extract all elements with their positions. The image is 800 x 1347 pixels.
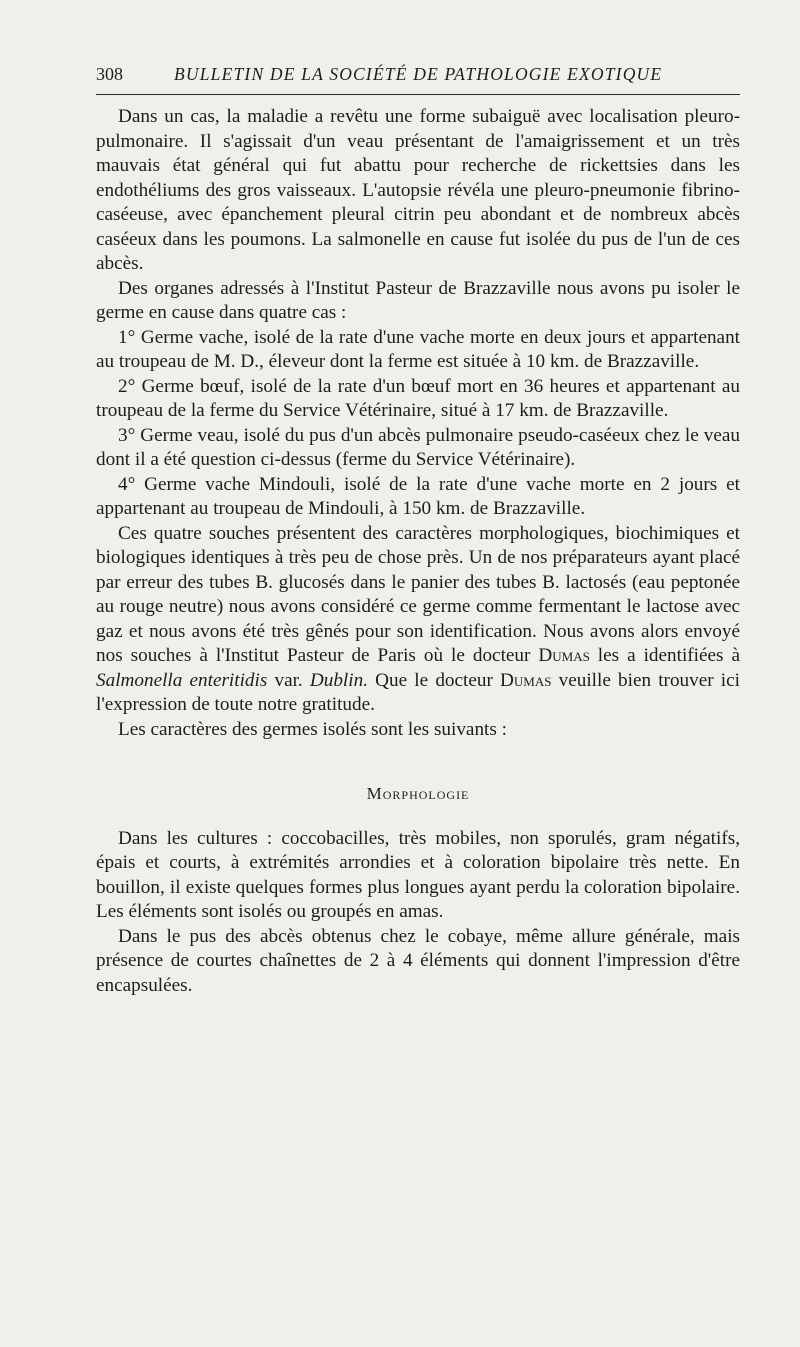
header-rule [96, 94, 740, 95]
identification-text-5: veuille bien trouver ici l'expression de toute notre gratitude. [96, 669, 740, 715]
article-body [96, 105, 740, 998]
species-name: Salmonella enteritidis [96, 669, 268, 691]
paragraph-strain-3: 3° Germe veau, isolé du pus d'un abcès pulmonaire pseudo-caséeux chez le veau dont il a été question ci-dessus (ferme du Service Vétérinaire). [96, 424, 740, 470]
paragraph-strain-1: 1° Germe vache, isolé de la rate d'une vache morte en deux jours et appartenant au troupeau de M. D., éleveur dont la ferme est située à 10 km. de Brazzaville. [96, 326, 740, 372]
paragraph-identification [96, 522, 740, 718]
paragraph-isolation-intro: Des organes adressés à l'Institut Pasteur de Brazzaville nous avons pu isoler le germe en cause dans quatre cas : [96, 277, 740, 323]
paragraph-characters-intro: Les caractères des germes isolés sont les suivants : [118, 718, 507, 740]
author-name-dumas: Dumas [538, 645, 590, 666]
author-name-dumas-2: Dumas [500, 669, 552, 691]
paragraph-strain-2: 2° Germe bœuf, isolé de la rate d'un bœuf mort en 36 heures et appartenant au troupeau de la ferme du Service Vétérinaire, situé à 17 km. de Brazzaville. [96, 375, 740, 421]
paragraph-strain-4: 4° Germe vache Mindouli, isolé de la rate d'une vache morte en 2 jours et appartenant au troupeau de Mindouli, à 150 km. de Brazzaville. [96, 473, 740, 519]
variety-name: Dublin. [309, 669, 368, 691]
paragraph-pus: Dans le pus des abcès obtenus chez le cobaye, même allure générale, mais présence de courtes chaînettes de 2 à 4 éléments qui donnent l'impression d'être encapsulées. [96, 925, 740, 996]
page-number: 308 [96, 64, 123, 84]
paragraph-cultures: Dans les cultures : coccobacilles, très mobiles, non sporulés, gram négatifs, épais et courts, à extrémités arrondies et à coloration bipolaire très nette. En bouillon, il existe quelques formes plus longues ayant perdu la coloration bipolaire. Les éléments sont isolés ou groupés en amas. [96, 827, 740, 922]
identification-text-4: Que le docteur [368, 669, 501, 691]
paragraph-case-description: Dans un cas, la maladie a revêtu une forme subaiguë avec localisation pleuro-pulmonaire. Il s'agissait d'un veau présentant de l'amaigrissement et un très mauvais état général qui fut abattu pour recherche de rickettsies dans les endothéliums des gros vaisseaux. L'autopsie révéla une pleuro-pneumonie fibrino-caséeuse, avec épanchement pleural citrin peu abondant et de nombreux abcès caséeux dans les poumons. La salmonelle en cause fut isolée du pus de l'un de ces abcès. [96, 106, 740, 274]
identification-text-1: Ces quatre souches présentent des caractères morphologiques, biochimiques et biologiques identiques à très peu de chose près. Un de nos préparateurs ayant placé par erreur des tubes B. glucosés dans le panier des tubes B. lactosés (eau peptonée au rouge neutre) nous avons considéré ce germe comme fermentant le lactose avec gaz et nous avons été très gênés pour son identification. Nous avons alors envoyé nos souches à l'Institut Pasteur de Paris où le docteur [96, 522, 740, 666]
identification-text-2: les a identifiées à [589, 645, 740, 666]
page-header [96, 62, 740, 88]
identification-text-3: var. [267, 669, 310, 691]
running-title: BULLETIN DE LA SOCIÉTÉ DE PATHOLOGIE EXOTIQUE [174, 64, 663, 84]
section-title-morphologie: Morphologie [366, 784, 470, 803]
